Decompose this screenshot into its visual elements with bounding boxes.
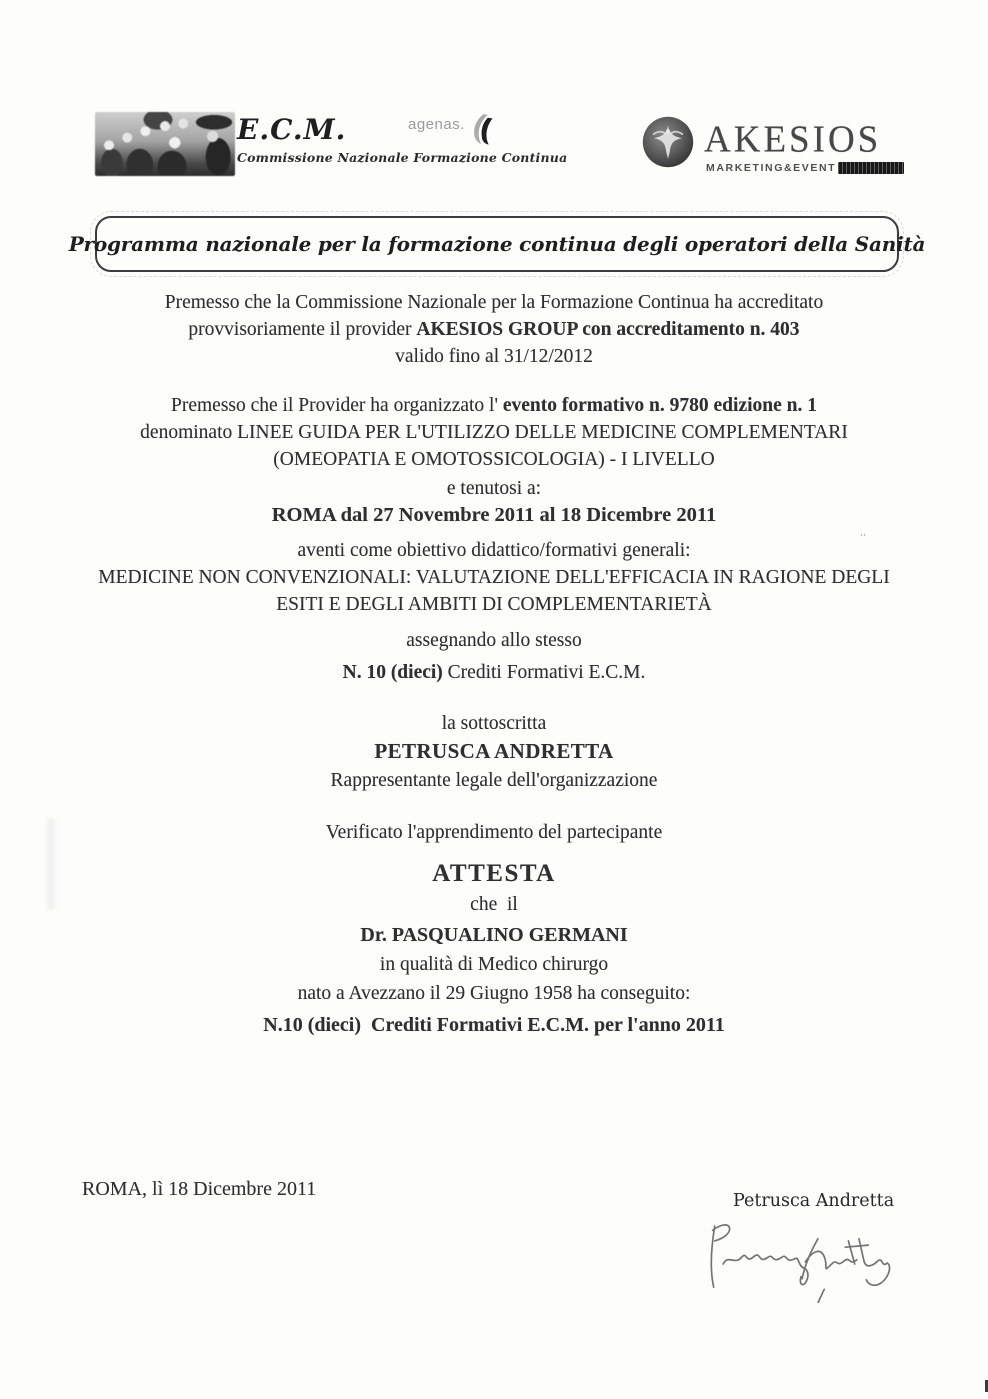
event-number: evento formativo n. 9780 edizione n. 1 [502, 395, 817, 416]
line-doctor-name [0, 922, 988, 949]
location-dates: ROMA dal 27 Novembre 2011 al 18 Dicembre 2011 [271, 504, 717, 526]
credits-number: N. 10 (dieci) [342, 662, 443, 683]
line-objectives-intro [0, 537, 988, 564]
line-legal-rep-role [0, 767, 988, 794]
text: assegnando allo stesso [406, 630, 582, 651]
credits-awarded: N.10 (dieci) Crediti Formativi E.C.M. per l'anno 2011 [263, 1014, 725, 1036]
line-objectives-1 [0, 564, 988, 591]
program-title: Programma nazionale per la formazione continua degli operatori della Sanità [68, 232, 926, 256]
akesios-tagline: MARKETING&EVENT [706, 162, 837, 174]
line-objectives-2 [0, 591, 988, 618]
scan-speck: ʻʻ [860, 532, 866, 542]
line-location-dates [0, 502, 988, 529]
header [0, 0, 988, 200]
line-che-il [0, 891, 988, 918]
line-held-at [0, 475, 988, 502]
line-course-name-2 [0, 446, 988, 473]
text: (OMEOPATIA E OMOTOSSICOLOGIA) - I LIVELLO [273, 449, 715, 470]
line-validity [0, 343, 988, 370]
certificate-body [0, 289, 988, 1039]
text: Premesso che il Provider ha organizzato l' [171, 395, 503, 416]
text: denominato LINEE GUIDA PER L'UTILIZZO DELLE MEDICINE COMPLEMENTARI [140, 422, 848, 443]
provider-accreditation: AKESIOS GROUP con accreditamento n. 403 [416, 319, 800, 340]
akesios-tagline-row [706, 162, 904, 174]
akesios-dark-text-block [838, 162, 904, 174]
ecm-subtitle: Commissione Nazionale Formazione Continua [237, 150, 568, 165]
signer-name: Petrusca Andretta [733, 1191, 895, 1211]
text: Premesso che la Commissione Nazionale per la Formazione Continua ha accreditato [164, 292, 824, 313]
line-course-name-1 [0, 419, 988, 446]
line-event [0, 392, 988, 419]
ecm-group-painting-image [95, 112, 235, 176]
text: nato a Avezzano il 29 Giugno 1958 ha conseguito: [297, 983, 691, 1004]
line-legal-rep-name [0, 738, 988, 765]
line-credits-awarded [0, 1012, 988, 1039]
agenas-label: agenas. [408, 116, 465, 133]
ecm-title: E.C.M. [237, 113, 347, 146]
akesios-phoenix-emblem-icon [640, 114, 696, 170]
legal-rep-name: PETRUSCA ANDRETTA [374, 739, 614, 763]
text: che il [470, 894, 518, 915]
text: aventi come obiettivo didattico/formativi generali: [297, 540, 691, 561]
text: Crediti Formativi E.C.M. [442, 662, 646, 683]
text: la sottoscritta [441, 713, 547, 734]
line-accreditation-1 [0, 289, 988, 316]
line-verified [0, 819, 988, 846]
akesios-name: AKESIOS [704, 118, 882, 161]
text: e tenutosi a: [446, 478, 542, 499]
attesta-heading: ATTESTA [432, 860, 556, 887]
agenas-swoosh-icon [467, 112, 493, 146]
line-credits [0, 659, 988, 686]
line-doctor-role [0, 951, 988, 978]
text: in qualità di Medico chirurgo [379, 954, 609, 975]
program-title-banner [68, 216, 926, 272]
text: MEDICINE NON CONVENZIONALI: VALUTAZIONE DELL'EFFICACIA IN RAGIONE DEGLI [98, 567, 890, 588]
doctor-name: Dr. PASQUALINO GERMANI [360, 924, 628, 946]
text: valido fino al 31/12/2012 [395, 346, 593, 367]
text: ESITI E DEGLI AMBITI DI COMPLEMENTARIETÀ [276, 594, 712, 615]
line-undersigned [0, 710, 988, 737]
place-date: ROMA, lì 18 Dicembre 2011 [82, 1178, 317, 1200]
line-birth-info [0, 980, 988, 1007]
scan-smudge [48, 818, 54, 910]
text: provvisoriamente il provider [188, 319, 417, 340]
signature-image [700, 1203, 900, 1303]
line-accreditation-2 [0, 316, 988, 343]
line-attesta [0, 857, 988, 891]
text: Rappresentante legale dell'organizzazione [330, 770, 658, 791]
line-assigning [0, 627, 988, 654]
ecm-logo [237, 113, 567, 165]
agenas-logo [408, 116, 493, 146]
text: Verificato l'apprendimento del partecipante [325, 822, 663, 843]
